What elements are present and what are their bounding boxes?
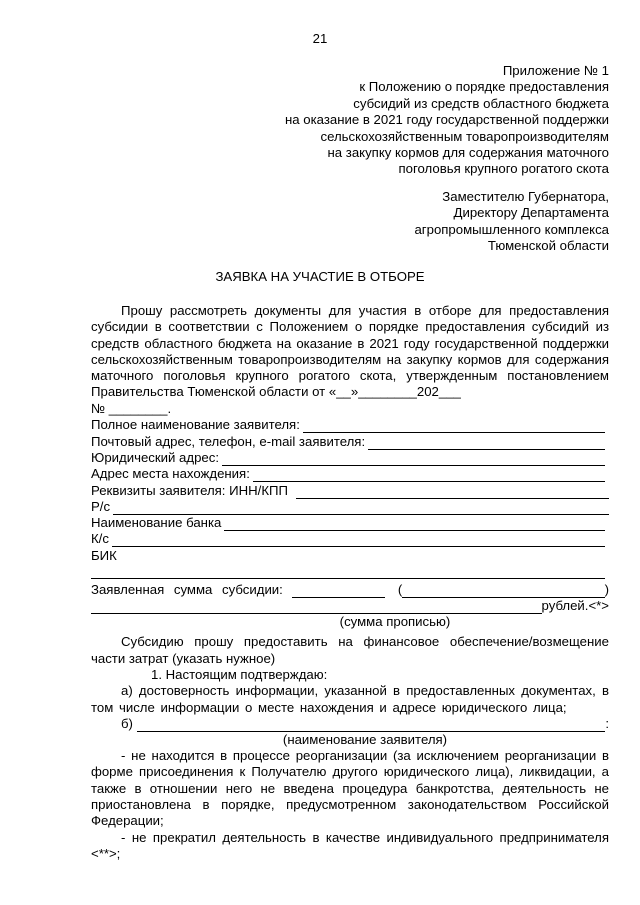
legal-address-field[interactable] xyxy=(91,450,609,466)
requisites-label: Реквизиты заявителя: ИНН/КПП xyxy=(91,482,288,498)
appendix-line: Приложение № 1 xyxy=(502,63,609,78)
addressee-line: Заместителю Губернатора, xyxy=(442,189,609,204)
bik-field[interactable] xyxy=(91,547,609,563)
addressee-line: Тюменской области xyxy=(487,238,609,254)
amount-digits-input[interactable] xyxy=(292,585,385,598)
appendix-line: субсидий из средств областного бюджета xyxy=(353,95,609,111)
item-a: а) достоверность информации, указанной в предоставленных документах, в том числе информации о месте нахождения и адресе юридического лица; xyxy=(91,683,609,715)
intro-number: № ________. xyxy=(91,400,172,416)
rubles-label: рублей.<*> xyxy=(541,598,609,614)
bank-label: Наименование банка xyxy=(91,515,222,531)
ks-field[interactable] xyxy=(91,531,609,547)
bank-field[interactable] xyxy=(91,515,609,531)
appendix-line: на оказание в 2021 году государственной поддержки xyxy=(284,112,609,128)
intro-paragraph: Прошу рассмотреть документы для участия в отборе для предоставления субсидии в соответствии с Положением о порядке предоставления субсидий из средств областного бюджета на оказание в 2021 году государственной поддержки сельскохозяйственным товаропроизводителям на закупку кормов для содержания маточного поголовья крупного рогатого скота, утвержденным постановлением Правительства Тюменской области от «__»________202___ xyxy=(91,303,609,400)
rs-field[interactable] xyxy=(91,499,609,515)
item-b-label: б) xyxy=(121,716,133,732)
addressee-line: агропромышленного комплекса xyxy=(414,221,609,237)
location-field[interactable] xyxy=(91,466,609,482)
appendix-header xyxy=(285,63,609,178)
item-b-field[interactable]: б) : xyxy=(121,716,609,732)
confirm-heading: 1. Настоящим подтверждаю: xyxy=(151,666,328,682)
item-b-caption: (наименование заявителя) xyxy=(282,732,448,748)
bik-value-line[interactable] xyxy=(91,564,605,579)
bik-label: БИК xyxy=(91,547,117,563)
amount-label: Заявленная сумма субсидии: xyxy=(91,582,283,598)
subsidy-purpose: Субсидию прошу предоставить на финансовое обеспечение/возмещение части затрат (указать нужное) xyxy=(91,634,609,666)
postal-field[interactable] xyxy=(91,433,609,449)
rs-label: Р/с xyxy=(91,498,111,514)
appendix-line: на закупку кормов для содержания маточного xyxy=(327,145,609,161)
ks-label: К/с xyxy=(91,531,109,547)
appendix-line: сельскохозяйственным товаропроизводителям xyxy=(320,128,609,144)
application-body xyxy=(91,303,609,862)
postal-label: Почтовый адрес, телефон, e-mail заявителя: xyxy=(91,433,366,449)
addressee-line: Директору Департамента xyxy=(453,205,609,221)
full-name-field[interactable] xyxy=(91,417,609,433)
legal-address-label: Юридический адрес: xyxy=(91,449,220,465)
page-number: 21 xyxy=(312,31,328,46)
requisites-field[interactable] xyxy=(91,482,609,498)
amount-caption: (сумма прописью) xyxy=(339,614,451,630)
full-name-label: Полное наименование заявителя: xyxy=(91,417,300,433)
addressee-block xyxy=(414,189,609,255)
bullet-reorganization: - не находится в процессе реорганизации (за исключением реорганизации в форме присоединения к Получателю другого юридического лица), ликвидации, а также в отношении него не введена процедура банкротства, деятельность не приостановлена в порядке, предусмотренном законодательством Российской Федерации; xyxy=(91,748,609,829)
appendix-line: поголовья крупного рогатого скота xyxy=(398,161,609,177)
document-title: ЗАЯВКА НА УЧАСТИЕ В ОТБОРЕ xyxy=(215,269,425,284)
bullet-entrepreneur: - не прекратил деятельность в качестве индивидуального предпринимателя <**>; xyxy=(91,829,609,861)
location-label: Адрес места нахождения: xyxy=(91,466,250,482)
amount-words-field[interactable] xyxy=(91,598,609,614)
appendix-line: к Положению о порядке предоставления xyxy=(359,79,609,95)
amount-field[interactable]: Заявленная сумма субсидии: ( ) xyxy=(91,582,609,598)
